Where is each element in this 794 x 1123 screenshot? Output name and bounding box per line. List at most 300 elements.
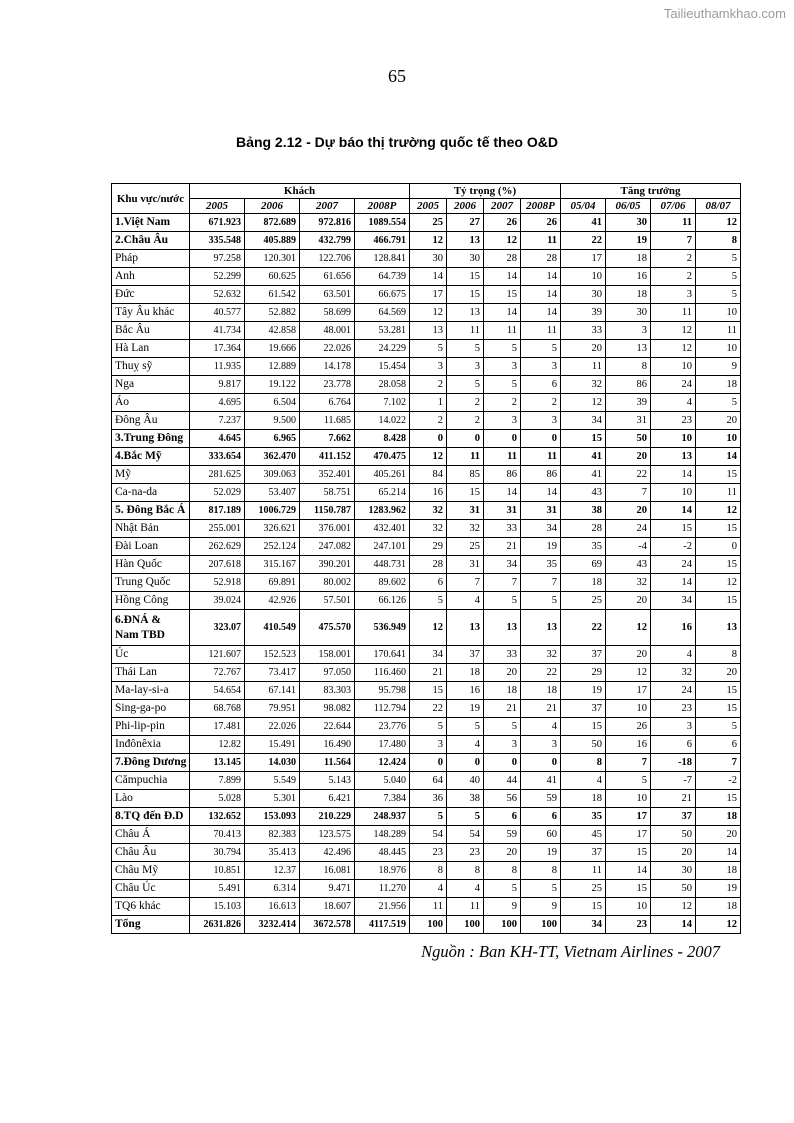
- growth-cell: 39: [606, 394, 651, 412]
- region-name: 4.Bắc Mỹ: [112, 448, 190, 466]
- passenger-cell: 14.022: [355, 412, 410, 430]
- share-cell: 5: [447, 808, 484, 826]
- growth-cell: 12: [696, 916, 741, 934]
- share-cell: 13: [521, 610, 561, 646]
- passenger-cell: 5.549: [245, 772, 300, 790]
- growth-cell: 23: [651, 700, 696, 718]
- region-name: Hồng Công: [112, 592, 190, 610]
- share-cell: 5: [484, 592, 521, 610]
- passenger-cell: 67.141: [245, 682, 300, 700]
- passenger-cell: 6.504: [245, 394, 300, 412]
- growth-cell: 50: [561, 736, 606, 754]
- growth-cell: 8: [561, 754, 606, 772]
- passenger-cell: 98.082: [300, 700, 355, 718]
- growth-cell: 5: [696, 718, 741, 736]
- share-cell: 7: [484, 574, 521, 592]
- header-year: 2008P: [521, 199, 561, 214]
- passenger-cell: 64.739: [355, 268, 410, 286]
- growth-cell: 41: [561, 466, 606, 484]
- share-cell: 32: [521, 646, 561, 664]
- growth-cell: 18: [696, 898, 741, 916]
- header-region: Khu vực/nước: [112, 184, 190, 214]
- share-cell: 15: [484, 286, 521, 304]
- share-cell: 37: [447, 646, 484, 664]
- growth-cell: 37: [561, 646, 606, 664]
- growth-cell: 21: [651, 790, 696, 808]
- passenger-cell: 1283.962: [355, 502, 410, 520]
- growth-cell: 2: [651, 268, 696, 286]
- passenger-cell: 5.301: [245, 790, 300, 808]
- growth-cell: 10: [606, 790, 651, 808]
- growth-cell: 8: [696, 646, 741, 664]
- passenger-cell: 18.976: [355, 862, 410, 880]
- growth-cell: 15: [561, 430, 606, 448]
- passenger-cell: 89.602: [355, 574, 410, 592]
- region-name: 3.Trung Đông: [112, 430, 190, 448]
- share-cell: 15: [410, 682, 447, 700]
- share-cell: 9: [521, 898, 561, 916]
- share-cell: 31: [447, 556, 484, 574]
- region-name: 1.Việt Nam: [112, 214, 190, 232]
- table-title: Bảng 2.12 - Dự báo thị trường quốc tế theo O&D: [236, 134, 558, 150]
- growth-cell: 20: [561, 340, 606, 358]
- table-body: [112, 214, 741, 934]
- growth-cell: 14: [606, 862, 651, 880]
- growth-cell: 10: [606, 700, 651, 718]
- growth-cell: 12: [561, 394, 606, 412]
- share-cell: 5: [484, 376, 521, 394]
- region-name: Thuỵ sỹ: [112, 358, 190, 376]
- passenger-cell: 53.407: [245, 484, 300, 502]
- table-row: [112, 304, 741, 322]
- passenger-cell: 52.029: [190, 484, 245, 502]
- table-row: [112, 790, 741, 808]
- passenger-cell: 1006.729: [245, 502, 300, 520]
- share-cell: 14: [484, 304, 521, 322]
- region-name: Đài Loan: [112, 538, 190, 556]
- share-cell: 33: [484, 520, 521, 538]
- share-cell: 0: [447, 430, 484, 448]
- region-name: Úc: [112, 646, 190, 664]
- passenger-cell: 11.564: [300, 754, 355, 772]
- passenger-cell: 410.549: [245, 610, 300, 646]
- passenger-cell: 1089.554: [355, 214, 410, 232]
- passenger-cell: 6.421: [300, 790, 355, 808]
- share-cell: 60: [521, 826, 561, 844]
- share-cell: 14: [410, 268, 447, 286]
- table-row: [112, 538, 741, 556]
- growth-cell: 20: [696, 412, 741, 430]
- passenger-cell: 411.152: [300, 448, 355, 466]
- growth-cell: 20: [606, 448, 651, 466]
- share-cell: 25: [410, 214, 447, 232]
- share-cell: 31: [484, 502, 521, 520]
- growth-cell: 41: [561, 214, 606, 232]
- passenger-cell: 7.662: [300, 430, 355, 448]
- share-cell: 1: [410, 394, 447, 412]
- passenger-cell: 671.923: [190, 214, 245, 232]
- growth-cell: 13: [606, 340, 651, 358]
- share-cell: 12: [410, 610, 447, 646]
- region-name: 2.Châu Âu: [112, 232, 190, 250]
- share-cell: 5: [410, 340, 447, 358]
- watermark: Tailieuthamkhao.com: [663, 6, 786, 21]
- share-cell: 18: [484, 682, 521, 700]
- region-name: Châu Úc: [112, 880, 190, 898]
- passenger-cell: 52.918: [190, 574, 245, 592]
- share-cell: 2: [447, 394, 484, 412]
- growth-cell: 10: [696, 340, 741, 358]
- share-cell: 100: [521, 916, 561, 934]
- growth-cell: 19: [561, 682, 606, 700]
- share-cell: 54: [447, 826, 484, 844]
- passenger-cell: 121.607: [190, 646, 245, 664]
- header-year: 2007: [484, 199, 521, 214]
- passenger-cell: 5.040: [355, 772, 410, 790]
- growth-cell: 19: [606, 232, 651, 250]
- share-cell: 21: [521, 700, 561, 718]
- share-cell: 2: [521, 394, 561, 412]
- growth-cell: -4: [606, 538, 651, 556]
- share-cell: 22: [410, 700, 447, 718]
- passenger-cell: 60.625: [245, 268, 300, 286]
- share-cell: 7: [447, 574, 484, 592]
- header-growth: Tăng trưởng: [561, 184, 741, 199]
- table-row: [112, 340, 741, 358]
- growth-cell: 4: [651, 646, 696, 664]
- region-name: Châu Mỹ: [112, 862, 190, 880]
- passenger-cell: 15.491: [245, 736, 300, 754]
- share-cell: 5: [521, 340, 561, 358]
- growth-cell: 20: [696, 664, 741, 682]
- growth-cell: 14: [651, 502, 696, 520]
- table-row: [112, 556, 741, 574]
- growth-cell: 19: [696, 880, 741, 898]
- region-name: TQ6 khác: [112, 898, 190, 916]
- share-cell: 2: [484, 394, 521, 412]
- growth-cell: 34: [651, 592, 696, 610]
- growth-cell: 15: [696, 682, 741, 700]
- share-cell: 31: [447, 502, 484, 520]
- passenger-cell: 817.189: [190, 502, 245, 520]
- share-cell: 40: [447, 772, 484, 790]
- passenger-cell: 73.417: [245, 664, 300, 682]
- table-row: [112, 484, 741, 502]
- share-cell: 16: [410, 484, 447, 502]
- share-cell: 13: [447, 232, 484, 250]
- share-cell: 3: [484, 358, 521, 376]
- share-cell: 4: [521, 718, 561, 736]
- growth-cell: 30: [561, 286, 606, 304]
- growth-cell: -2: [651, 538, 696, 556]
- passenger-cell: 255.001: [190, 520, 245, 538]
- passenger-cell: 16.490: [300, 736, 355, 754]
- share-cell: 8: [410, 862, 447, 880]
- growth-cell: 11: [561, 358, 606, 376]
- header-row-years: [112, 199, 741, 214]
- table-row: [112, 466, 741, 484]
- table-row: [112, 646, 741, 664]
- share-cell: 3: [484, 736, 521, 754]
- passenger-cell: 95.798: [355, 682, 410, 700]
- share-cell: 41: [521, 772, 561, 790]
- share-cell: 59: [484, 826, 521, 844]
- table-row: [112, 448, 741, 466]
- growth-cell: 12: [606, 610, 651, 646]
- growth-cell: 3: [651, 718, 696, 736]
- passenger-cell: 333.654: [190, 448, 245, 466]
- passenger-cell: 82.383: [245, 826, 300, 844]
- passenger-cell: 13.145: [190, 754, 245, 772]
- header-year: 2005: [410, 199, 447, 214]
- table-row: [112, 916, 741, 934]
- table-row: [112, 862, 741, 880]
- page-number: 65: [388, 66, 406, 86]
- passenger-cell: 376.001: [300, 520, 355, 538]
- header-row-groups: [112, 184, 741, 199]
- passenger-cell: 466.791: [355, 232, 410, 250]
- passenger-cell: 42.858: [245, 322, 300, 340]
- share-cell: 13: [484, 610, 521, 646]
- passenger-cell: 448.731: [355, 556, 410, 574]
- share-cell: 30: [410, 250, 447, 268]
- passenger-cell: 432.401: [355, 520, 410, 538]
- growth-cell: 8: [696, 232, 741, 250]
- share-cell: 14: [484, 268, 521, 286]
- table-row: [112, 376, 741, 394]
- share-cell: 16: [447, 682, 484, 700]
- share-cell: 11: [447, 322, 484, 340]
- growth-cell: 7: [606, 754, 651, 772]
- region-name: Tổng: [112, 916, 190, 934]
- passenger-cell: 7.237: [190, 412, 245, 430]
- passenger-cell: 7.102: [355, 394, 410, 412]
- region-name: 8.TQ đến Đ.D: [112, 808, 190, 826]
- growth-cell: 11: [696, 322, 741, 340]
- table-row: [112, 898, 741, 916]
- growth-cell: 20: [606, 592, 651, 610]
- passenger-cell: 6.314: [245, 880, 300, 898]
- table-row: [112, 718, 741, 736]
- passenger-cell: 19.666: [245, 340, 300, 358]
- share-cell: 2: [410, 412, 447, 430]
- growth-cell: 13: [651, 448, 696, 466]
- header-period: 08/07: [696, 199, 741, 214]
- passenger-cell: 70.413: [190, 826, 245, 844]
- share-cell: 13: [447, 304, 484, 322]
- table-row: [112, 736, 741, 754]
- passenger-cell: 41.734: [190, 322, 245, 340]
- growth-cell: 10: [696, 430, 741, 448]
- table-row: [112, 664, 741, 682]
- growth-cell: 10: [651, 430, 696, 448]
- table-row: [112, 502, 741, 520]
- growth-cell: 11: [696, 484, 741, 502]
- growth-cell: 9: [696, 358, 741, 376]
- table-row: [112, 808, 741, 826]
- table-row: [112, 358, 741, 376]
- share-cell: 38: [447, 790, 484, 808]
- share-cell: 8: [447, 862, 484, 880]
- growth-cell: 12: [696, 574, 741, 592]
- growth-cell: 15: [561, 718, 606, 736]
- growth-cell: 20: [606, 502, 651, 520]
- passenger-cell: 8.428: [355, 430, 410, 448]
- share-cell: 5: [410, 718, 447, 736]
- passenger-cell: 247.082: [300, 538, 355, 556]
- share-cell: 64: [410, 772, 447, 790]
- passenger-cell: 153.093: [245, 808, 300, 826]
- passenger-cell: 6.965: [245, 430, 300, 448]
- passenger-cell: 17.480: [355, 736, 410, 754]
- table-row: [112, 880, 741, 898]
- growth-cell: 43: [606, 556, 651, 574]
- share-cell: 12: [410, 304, 447, 322]
- growth-cell: 0: [696, 538, 741, 556]
- passenger-cell: 66.675: [355, 286, 410, 304]
- share-cell: 21: [484, 538, 521, 556]
- share-cell: 7: [521, 574, 561, 592]
- growth-cell: 14: [696, 844, 741, 862]
- growth-cell: 50: [651, 880, 696, 898]
- growth-cell: 32: [651, 664, 696, 682]
- passenger-cell: 16.081: [300, 862, 355, 880]
- share-cell: 19: [521, 538, 561, 556]
- share-cell: 11: [484, 322, 521, 340]
- table-row: [112, 214, 741, 232]
- passenger-cell: 57.501: [300, 592, 355, 610]
- growth-cell: 38: [561, 502, 606, 520]
- growth-cell: 17: [606, 826, 651, 844]
- growth-cell: 12: [651, 340, 696, 358]
- share-cell: 17: [410, 286, 447, 304]
- passenger-cell: 5.491: [190, 880, 245, 898]
- share-cell: 13: [447, 610, 484, 646]
- passenger-cell: 12.82: [190, 736, 245, 754]
- passenger-cell: 7.384: [355, 790, 410, 808]
- share-cell: 26: [521, 214, 561, 232]
- share-cell: 5: [410, 592, 447, 610]
- growth-cell: 25: [561, 880, 606, 898]
- passenger-cell: 54.654: [190, 682, 245, 700]
- passenger-cell: 97.050: [300, 664, 355, 682]
- growth-cell: 15: [606, 880, 651, 898]
- growth-cell: 14: [651, 916, 696, 934]
- region-name: Cămpuchia: [112, 772, 190, 790]
- passenger-cell: 123.575: [300, 826, 355, 844]
- share-cell: 14: [521, 268, 561, 286]
- passenger-cell: 112.794: [355, 700, 410, 718]
- passenger-cell: 66.126: [355, 592, 410, 610]
- growth-cell: 18: [561, 790, 606, 808]
- passenger-cell: 4.645: [190, 430, 245, 448]
- growth-cell: 10: [606, 898, 651, 916]
- region-name: Bắc Âu: [112, 322, 190, 340]
- table-row: [112, 430, 741, 448]
- table-row: [112, 232, 741, 250]
- passenger-cell: 23.776: [355, 718, 410, 736]
- growth-cell: 18: [561, 574, 606, 592]
- growth-cell: 28: [561, 520, 606, 538]
- region-name: Đông Âu: [112, 412, 190, 430]
- share-cell: 8: [484, 862, 521, 880]
- passenger-cell: 352.401: [300, 466, 355, 484]
- passenger-cell: 5.028: [190, 790, 245, 808]
- passenger-cell: 53.281: [355, 322, 410, 340]
- growth-cell: 15: [696, 520, 741, 538]
- growth-cell: 5: [606, 772, 651, 790]
- growth-cell: 39: [561, 304, 606, 322]
- growth-cell: 15: [561, 898, 606, 916]
- growth-cell: 16: [606, 268, 651, 286]
- share-cell: 3: [410, 358, 447, 376]
- region-name: 5. Đông Bắc Á: [112, 502, 190, 520]
- growth-cell: 7: [606, 484, 651, 502]
- share-cell: 6: [410, 574, 447, 592]
- table-row: [112, 610, 741, 646]
- share-cell: 11: [521, 322, 561, 340]
- passenger-cell: 120.301: [245, 250, 300, 268]
- share-cell: 4: [410, 880, 447, 898]
- growth-cell: 24: [606, 520, 651, 538]
- passenger-cell: 1150.787: [300, 502, 355, 520]
- passenger-cell: 19.122: [245, 376, 300, 394]
- growth-cell: 2: [651, 250, 696, 268]
- passenger-cell: 52.299: [190, 268, 245, 286]
- share-cell: 28: [410, 556, 447, 574]
- passenger-cell: 14.030: [245, 754, 300, 772]
- region-name: Ca-na-da: [112, 484, 190, 502]
- header-year: 2008P: [355, 199, 410, 214]
- growth-cell: 23: [606, 916, 651, 934]
- passenger-cell: 23.778: [300, 376, 355, 394]
- passenger-cell: 872.689: [245, 214, 300, 232]
- passenger-cell: 4117.519: [355, 916, 410, 934]
- growth-cell: 11: [651, 214, 696, 232]
- header-share: Tỷ trọng (%): [410, 184, 561, 199]
- share-cell: 0: [410, 430, 447, 448]
- share-cell: 84: [410, 466, 447, 484]
- growth-cell: 30: [606, 214, 651, 232]
- growth-cell: 4: [561, 772, 606, 790]
- share-cell: 36: [410, 790, 447, 808]
- passenger-cell: 972.816: [300, 214, 355, 232]
- share-cell: 100: [447, 916, 484, 934]
- growth-cell: 10: [696, 304, 741, 322]
- passenger-cell: 9.471: [300, 880, 355, 898]
- passenger-cell: 132.652: [190, 808, 245, 826]
- growth-cell: 31: [606, 412, 651, 430]
- passenger-cell: 24.229: [355, 340, 410, 358]
- share-cell: 31: [521, 502, 561, 520]
- share-cell: 0: [484, 430, 521, 448]
- table-row: [112, 754, 741, 772]
- share-cell: 32: [447, 520, 484, 538]
- growth-cell: 18: [606, 286, 651, 304]
- growth-cell: 41: [561, 448, 606, 466]
- share-cell: 5: [484, 880, 521, 898]
- region-name: Inđônêxia: [112, 736, 190, 754]
- table-row: [112, 682, 741, 700]
- passenger-cell: 35.413: [245, 844, 300, 862]
- table-row: [112, 250, 741, 268]
- passenger-cell: 22.026: [245, 718, 300, 736]
- share-cell: 5: [447, 718, 484, 736]
- region-name: Nga: [112, 376, 190, 394]
- passenger-cell: 61.542: [245, 286, 300, 304]
- share-cell: 27: [447, 214, 484, 232]
- region-name: Pháp: [112, 250, 190, 268]
